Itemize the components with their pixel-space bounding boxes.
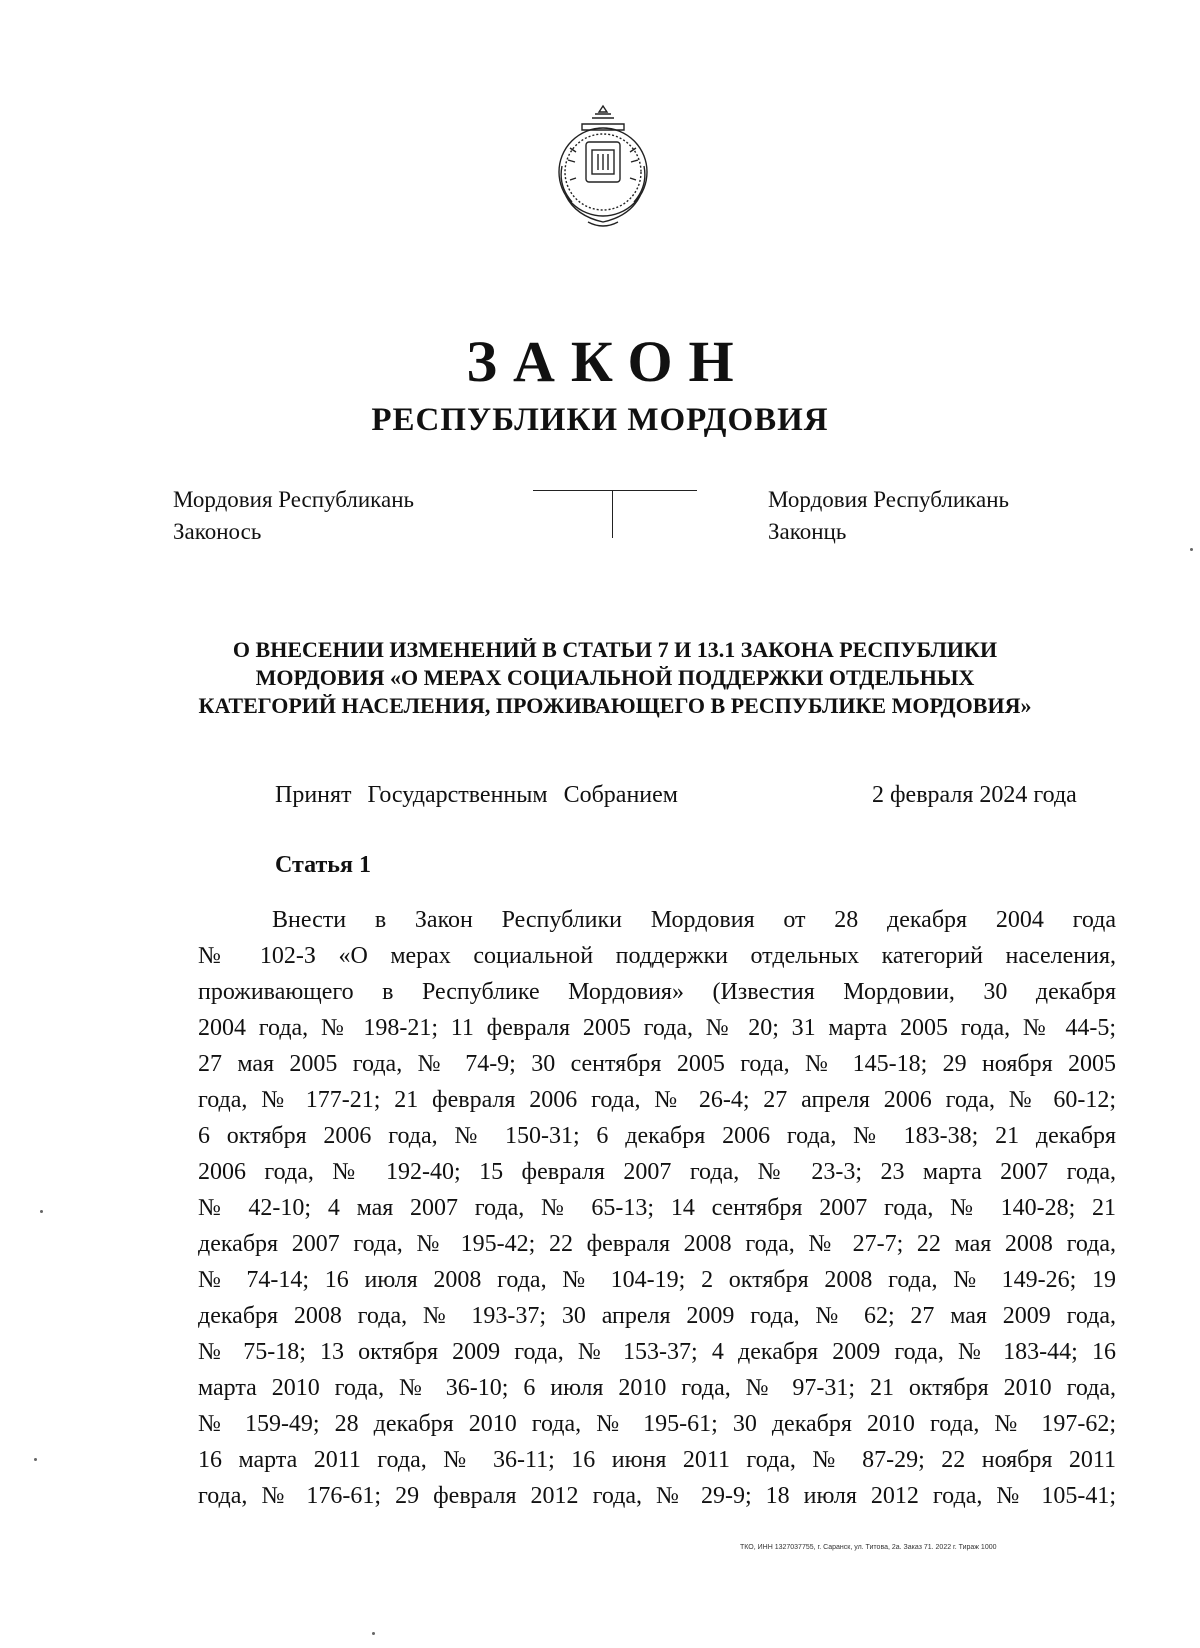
body-line: № 42-10; 4 мая 2007 года, № 65-13; 14 сентября 2007 года, № 140-28; 21 bbox=[198, 1195, 1116, 1221]
article-title: Статья 1 bbox=[275, 852, 371, 878]
coat-of-arms-emblem bbox=[548, 96, 658, 244]
article-body bbox=[198, 902, 1116, 1514]
header-divider-vertical bbox=[612, 490, 613, 538]
body-line: года, № 177-21; 21 февраля 2006 года, № 26-4; 27 апреля 2006 года, № 60-12; bbox=[198, 1087, 1116, 1113]
body-line: 27 мая 2005 года, № 74-9; 30 сентября 2005 года, № 145-18; 29 ноября 2005 bbox=[198, 1051, 1116, 1077]
adopted-by-label: Принят Государственным Собранием bbox=[275, 782, 678, 808]
scan-speck bbox=[372, 1632, 375, 1635]
body-line: № 102-З «О мерах социальной поддержки отдельных категорий населения, bbox=[198, 943, 1116, 969]
law-subtitle: РЕСПУБЛИКИ МОРДОВИЯ bbox=[371, 402, 829, 438]
erzya-header bbox=[768, 484, 1009, 548]
body-line: проживающего в Республике Мордовия» (Известия Мордовии, 30 декабря bbox=[198, 979, 1116, 1005]
body-line: 2004 года, № 198-21; 11 февраля 2005 года, № 20; 31 марта 2005 года, № 44-5; bbox=[198, 1015, 1116, 1041]
law-title: ЗАКОН bbox=[466, 329, 750, 394]
scan-speck bbox=[40, 1210, 43, 1213]
body-line: 6 октября 2006 года, № 150-31; 6 декабря 2006 года, № 183-38; 21 декабря bbox=[198, 1123, 1116, 1149]
scan-speck bbox=[34, 1458, 37, 1461]
moksha-line-1: Мордовия Республикань bbox=[173, 487, 415, 512]
body-line: № 75-18; 13 октября 2009 года, № 153-37; 4 декабря 2009 года, № 183-44; 16 bbox=[198, 1339, 1116, 1365]
body-line: 2006 года, № 192-40; 15 февраля 2007 года, № 23-3; 23 марта 2007 года, bbox=[198, 1159, 1116, 1185]
body-line: 16 марта 2011 года, № 36-11; 16 июня 2011 года, № 87-29; 22 ноября 2011 bbox=[198, 1447, 1116, 1473]
heading-line: О ВНЕСЕНИИ ИЗМЕНЕНИЙ В СТАТЬИ 7 И 13.1 ЗАКОНА РЕСПУБЛИКИ bbox=[232, 637, 998, 662]
moksha-line-2: Законось bbox=[173, 519, 262, 544]
body-line: года, № 176-61; 29 февраля 2012 года, № 29-9; 18 июля 2012 года, № 105-41; bbox=[198, 1483, 1116, 1509]
body-line: № 74-14; 16 июля 2008 года, № 104-19; 2 октября 2008 года, № 149-26; 19 bbox=[198, 1267, 1116, 1293]
moksha-header bbox=[173, 484, 414, 548]
erzya-line-2: Законць bbox=[768, 519, 847, 544]
body-line: декабря 2007 года, № 195-42; 22 февраля 2008 года, № 27-7; 22 мая 2008 года, bbox=[198, 1231, 1116, 1257]
law-heading bbox=[150, 636, 1080, 720]
adopted-date: 2 февраля 2024 года bbox=[872, 782, 1077, 808]
body-line: Внести в Закон Республики Мордовия от 28 декабря 2004 года bbox=[272, 907, 1116, 933]
print-imprint: ТКО, ИНН 1327037755, г. Саранск, ул. Титова, 2а. Заказ 71. 2022 г. Тираж 1000 bbox=[740, 1544, 997, 1551]
erzya-line-1: Мордовия Республикань bbox=[768, 487, 1010, 512]
body-line: декабря 2008 года, № 193-37; 30 апреля 2009 года, № 62; 27 мая 2009 года, bbox=[198, 1303, 1116, 1329]
body-line: № 159-49; 28 декабря 2010 года, № 195-61; 30 декабря 2010 года, № 197-62; bbox=[198, 1411, 1116, 1437]
header-divider-horizontal bbox=[533, 490, 697, 491]
scan-speck bbox=[1190, 548, 1193, 551]
body-line: марта 2010 года, № 36-10; 6 июля 2010 года, № 97-31; 21 октября 2010 года, bbox=[198, 1375, 1116, 1401]
heading-line: КАТЕГОРИЙ НАСЕЛЕНИЯ, ПРОЖИВАЮЩЕГО В РЕСПУБЛИКЕ МОРДОВИЯ» bbox=[198, 693, 1032, 718]
heading-line: МОРДОВИЯ «О МЕРАХ СОЦИАЛЬНОЙ ПОДДЕРЖКИ ОТДЕЛЬНЫХ bbox=[255, 665, 975, 690]
